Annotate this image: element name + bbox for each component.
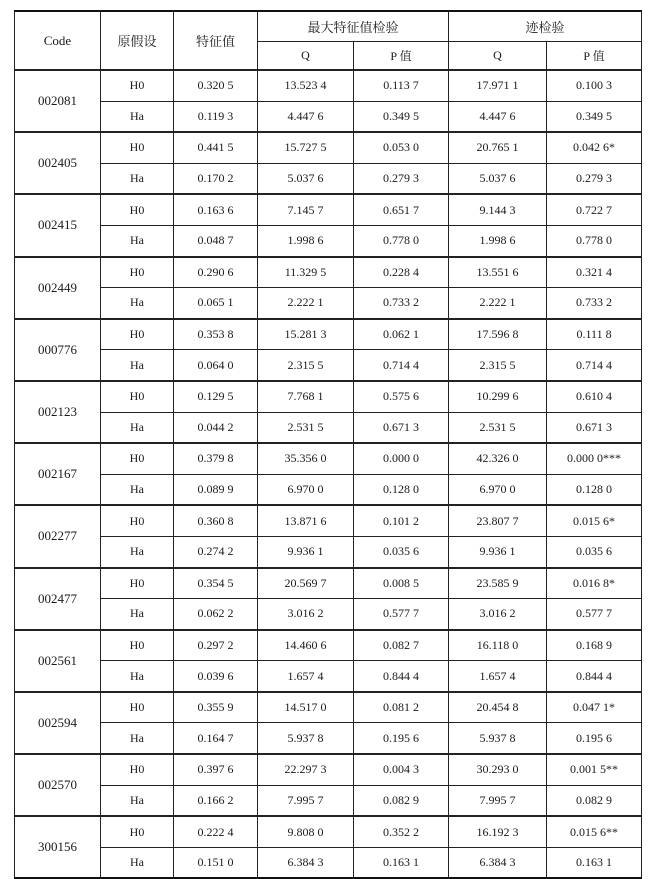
- trace-p-cell: 0.015 6*: [547, 505, 642, 536]
- trace-q-cell: 10.299 6: [449, 381, 547, 412]
- max-eigen-p-cell: 0.035 6: [354, 536, 449, 567]
- max-eigen-p-cell: 0.228 4: [354, 257, 449, 288]
- trace-p-cell: 0.168 9: [547, 630, 642, 661]
- trace-q-cell: 13.551 6: [449, 257, 547, 288]
- eigenvalue-cell: 0.119 3: [174, 101, 258, 132]
- max-eigen-q-cell: 14.460 6: [258, 630, 354, 661]
- max-eigen-q-cell: 13.871 6: [258, 505, 354, 536]
- table-row-h0: [15, 505, 642, 536]
- hypothesis-cell: H0: [101, 630, 174, 661]
- trace-p-cell: 0.722 7: [547, 194, 642, 225]
- max-eigen-q-cell: 7.768 1: [258, 381, 354, 412]
- table-row-ha: [15, 847, 642, 878]
- table-row-ha: [15, 288, 642, 319]
- header-hypothesis: 原假设: [101, 11, 174, 70]
- max-eigen-p-cell: 0.575 6: [354, 381, 449, 412]
- hypothesis-cell: H0: [101, 443, 174, 474]
- max-eigen-q-cell: 9.936 1: [258, 536, 354, 567]
- trace-q-cell: 17.596 8: [449, 319, 547, 350]
- max-eigen-q-cell: 2.531 5: [258, 412, 354, 443]
- hypothesis-cell: H0: [101, 505, 174, 536]
- table-row-h0: [15, 692, 642, 723]
- code-cell: 000776: [15, 319, 101, 381]
- eigenvalue-cell: 0.164 7: [174, 723, 258, 754]
- trace-q-cell: 5.037 6: [449, 163, 547, 194]
- max-eigen-p-cell: 0.651 7: [354, 194, 449, 225]
- max-eigen-p-cell: 0.004 3: [354, 754, 449, 785]
- code-cell: 002449: [15, 257, 101, 319]
- max-eigen-p-cell: 0.349 5: [354, 101, 449, 132]
- max-eigen-q-cell: 15.727 5: [258, 132, 354, 163]
- table-row-h0: [15, 630, 642, 661]
- hypothesis-cell: Ha: [101, 661, 174, 692]
- eigenvalue-cell: 0.290 6: [174, 257, 258, 288]
- table-row-ha: [15, 350, 642, 381]
- hypothesis-cell: H0: [101, 816, 174, 847]
- table-row-ha: [15, 723, 642, 754]
- code-cell: 002570: [15, 754, 101, 816]
- trace-q-cell: 30.293 0: [449, 754, 547, 785]
- eigenvalue-cell: 0.065 1: [174, 288, 258, 319]
- hypothesis-cell: Ha: [101, 723, 174, 754]
- table-body: [15, 70, 642, 878]
- max-eigen-q-cell: 13.523 4: [258, 70, 354, 101]
- eigenvalue-cell: 0.089 9: [174, 474, 258, 505]
- eigenvalue-cell: 0.163 6: [174, 194, 258, 225]
- trace-p-cell: 0.733 2: [547, 288, 642, 319]
- trace-p-cell: 0.610 4: [547, 381, 642, 412]
- header-trace-p: P 值: [547, 42, 642, 71]
- max-eigen-q-cell: 14.517 0: [258, 692, 354, 723]
- table-row-ha: [15, 599, 642, 630]
- eigenvalue-cell: 0.297 2: [174, 630, 258, 661]
- table-row-ha: [15, 101, 642, 132]
- trace-p-cell: 0.001 5**: [547, 754, 642, 785]
- table-row-h0: [15, 754, 642, 785]
- trace-p-cell: 0.015 6**: [547, 816, 642, 847]
- eigenvalue-cell: 0.379 8: [174, 443, 258, 474]
- trace-q-cell: 7.995 7: [449, 785, 547, 816]
- header-eigenvalue: 特征值: [174, 11, 258, 70]
- eigenvalue-cell: 0.355 9: [174, 692, 258, 723]
- trace-q-cell: 1.657 4: [449, 661, 547, 692]
- max-eigen-q-cell: 5.037 6: [258, 163, 354, 194]
- max-eigen-q-cell: 7.995 7: [258, 785, 354, 816]
- trace-p-cell: 0.042 6*: [547, 132, 642, 163]
- trace-p-cell: 0.195 6: [547, 723, 642, 754]
- header-max-q: Q: [258, 42, 354, 71]
- max-eigen-q-cell: 9.808 0: [258, 816, 354, 847]
- trace-q-cell: 1.998 6: [449, 225, 547, 256]
- table-row-h0: [15, 443, 642, 474]
- max-eigen-q-cell: 2.222 1: [258, 288, 354, 319]
- eigenvalue-cell: 0.320 5: [174, 70, 258, 101]
- trace-p-cell: 0.349 5: [547, 101, 642, 132]
- table-row-h0: [15, 194, 642, 225]
- trace-p-cell: 0.035 6: [547, 536, 642, 567]
- table-row-h0: [15, 568, 642, 599]
- trace-q-cell: 16.118 0: [449, 630, 547, 661]
- trace-p-cell: 0.016 8*: [547, 568, 642, 599]
- max-eigen-p-cell: 0.733 2: [354, 288, 449, 319]
- table-row-ha: [15, 536, 642, 567]
- trace-p-cell: 0.577 7: [547, 599, 642, 630]
- max-eigen-p-cell: 0.000 0: [354, 443, 449, 474]
- trace-q-cell: 5.937 8: [449, 723, 547, 754]
- table-row-ha: [15, 163, 642, 194]
- max-eigen-p-cell: 0.577 7: [354, 599, 449, 630]
- code-cell: 002123: [15, 381, 101, 443]
- trace-q-cell: 16.192 3: [449, 816, 547, 847]
- eigenvalue-cell: 0.397 6: [174, 754, 258, 785]
- table-row-ha: [15, 785, 642, 816]
- max-eigen-p-cell: 0.778 0: [354, 225, 449, 256]
- trace-q-cell: 6.384 3: [449, 847, 547, 878]
- max-eigen-q-cell: 20.569 7: [258, 568, 354, 599]
- trace-p-cell: 0.844 4: [547, 661, 642, 692]
- max-eigen-p-cell: 0.844 4: [354, 661, 449, 692]
- max-eigen-q-cell: 6.970 0: [258, 474, 354, 505]
- eigenvalue-cell: 0.360 8: [174, 505, 258, 536]
- header-max-eigenvalue-test: 最大特征值检验: [258, 11, 449, 42]
- table-row-h0: [15, 70, 642, 101]
- max-eigen-q-cell: 4.447 6: [258, 101, 354, 132]
- trace-q-cell: 17.971 1: [449, 70, 547, 101]
- header-max-p: P 值: [354, 42, 449, 71]
- trace-p-cell: 0.279 3: [547, 163, 642, 194]
- hypothesis-cell: H0: [101, 70, 174, 101]
- hypothesis-cell: Ha: [101, 288, 174, 319]
- max-eigen-p-cell: 0.082 7: [354, 630, 449, 661]
- code-cell: 002415: [15, 194, 101, 256]
- trace-q-cell: 2.315 5: [449, 350, 547, 381]
- max-eigen-p-cell: 0.113 7: [354, 70, 449, 101]
- max-eigen-q-cell: 15.281 3: [258, 319, 354, 350]
- hypothesis-cell: Ha: [101, 536, 174, 567]
- table-row-ha: [15, 474, 642, 505]
- trace-q-cell: 23.807 7: [449, 505, 547, 536]
- code-cell: 002477: [15, 568, 101, 630]
- trace-p-cell: 0.671 3: [547, 412, 642, 443]
- header-trace-q: Q: [449, 42, 547, 71]
- trace-q-cell: 23.585 9: [449, 568, 547, 599]
- max-eigen-q-cell: 35.356 0: [258, 443, 354, 474]
- max-eigen-q-cell: 1.657 4: [258, 661, 354, 692]
- hypothesis-cell: Ha: [101, 847, 174, 878]
- trace-p-cell: 0.000 0***: [547, 443, 642, 474]
- eigenvalue-cell: 0.062 2: [174, 599, 258, 630]
- max-eigen-p-cell: 0.101 2: [354, 505, 449, 536]
- table-row-h0: [15, 816, 642, 847]
- trace-q-cell: 4.447 6: [449, 101, 547, 132]
- max-eigen-p-cell: 0.082 9: [354, 785, 449, 816]
- code-cell: 002167: [15, 443, 101, 505]
- max-eigen-p-cell: 0.081 2: [354, 692, 449, 723]
- trace-p-cell: 0.082 9: [547, 785, 642, 816]
- max-eigen-p-cell: 0.008 5: [354, 568, 449, 599]
- max-eigen-q-cell: 5.937 8: [258, 723, 354, 754]
- max-eigen-q-cell: 6.384 3: [258, 847, 354, 878]
- table-row-ha: [15, 661, 642, 692]
- max-eigen-p-cell: 0.053 0: [354, 132, 449, 163]
- trace-p-cell: 0.047 1*: [547, 692, 642, 723]
- trace-q-cell: 20.454 8: [449, 692, 547, 723]
- hypothesis-cell: Ha: [101, 163, 174, 194]
- code-cell: 002561: [15, 630, 101, 692]
- trace-q-cell: 42.326 0: [449, 443, 547, 474]
- cointegration-table-container: [14, 10, 641, 879]
- eigenvalue-cell: 0.274 2: [174, 536, 258, 567]
- max-eigen-p-cell: 0.062 1: [354, 319, 449, 350]
- cointegration-test-table: [14, 10, 642, 879]
- trace-p-cell: 0.128 0: [547, 474, 642, 505]
- hypothesis-cell: Ha: [101, 599, 174, 630]
- table-row-h0: [15, 319, 642, 350]
- eigenvalue-cell: 0.222 4: [174, 816, 258, 847]
- eigenvalue-cell: 0.170 2: [174, 163, 258, 194]
- eigenvalue-cell: 0.354 5: [174, 568, 258, 599]
- max-eigen-q-cell: 11.329 5: [258, 257, 354, 288]
- table-row-h0: [15, 257, 642, 288]
- trace-p-cell: 0.778 0: [547, 225, 642, 256]
- table-row-h0: [15, 381, 642, 412]
- hypothesis-cell: H0: [101, 132, 174, 163]
- max-eigen-p-cell: 0.671 3: [354, 412, 449, 443]
- eigenvalue-cell: 0.129 5: [174, 381, 258, 412]
- hypothesis-cell: H0: [101, 257, 174, 288]
- header-trace-test: 迹检验: [449, 11, 642, 42]
- hypothesis-cell: H0: [101, 692, 174, 723]
- max-eigen-p-cell: 0.279 3: [354, 163, 449, 194]
- trace-p-cell: 0.321 4: [547, 257, 642, 288]
- trace-q-cell: 20.765 1: [449, 132, 547, 163]
- hypothesis-cell: Ha: [101, 101, 174, 132]
- trace-q-cell: 2.531 5: [449, 412, 547, 443]
- table-row-ha: [15, 225, 642, 256]
- max-eigen-q-cell: 2.315 5: [258, 350, 354, 381]
- max-eigen-p-cell: 0.163 1: [354, 847, 449, 878]
- trace-q-cell: 6.970 0: [449, 474, 547, 505]
- code-cell: 002405: [15, 132, 101, 194]
- trace-p-cell: 0.111 8: [547, 319, 642, 350]
- trace-p-cell: 0.163 1: [547, 847, 642, 878]
- eigenvalue-cell: 0.039 6: [174, 661, 258, 692]
- header-code: Code: [15, 11, 101, 70]
- trace-p-cell: 0.100 3: [547, 70, 642, 101]
- trace-q-cell: 9.936 1: [449, 536, 547, 567]
- max-eigen-q-cell: 3.016 2: [258, 599, 354, 630]
- max-eigen-p-cell: 0.128 0: [354, 474, 449, 505]
- table-header: [15, 11, 642, 70]
- hypothesis-cell: Ha: [101, 225, 174, 256]
- max-eigen-q-cell: 7.145 7: [258, 194, 354, 225]
- hypothesis-cell: Ha: [101, 412, 174, 443]
- table-row-ha: [15, 412, 642, 443]
- hypothesis-cell: Ha: [101, 785, 174, 816]
- eigenvalue-cell: 0.441 5: [174, 132, 258, 163]
- max-eigen-q-cell: 22.297 3: [258, 754, 354, 785]
- code-cell: 002594: [15, 692, 101, 754]
- eigenvalue-cell: 0.353 8: [174, 319, 258, 350]
- hypothesis-cell: H0: [101, 194, 174, 225]
- eigenvalue-cell: 0.044 2: [174, 412, 258, 443]
- eigenvalue-cell: 0.151 0: [174, 847, 258, 878]
- hypothesis-cell: H0: [101, 754, 174, 785]
- hypothesis-cell: H0: [101, 319, 174, 350]
- trace-q-cell: 9.144 3: [449, 194, 547, 225]
- trace-q-cell: 2.222 1: [449, 288, 547, 319]
- code-cell: 002277: [15, 505, 101, 567]
- max-eigen-p-cell: 0.352 2: [354, 816, 449, 847]
- eigenvalue-cell: 0.048 7: [174, 225, 258, 256]
- hypothesis-cell: Ha: [101, 350, 174, 381]
- table-row-h0: [15, 132, 642, 163]
- hypothesis-cell: H0: [101, 568, 174, 599]
- max-eigen-p-cell: 0.714 4: [354, 350, 449, 381]
- eigenvalue-cell: 0.064 0: [174, 350, 258, 381]
- max-eigen-q-cell: 1.998 6: [258, 225, 354, 256]
- hypothesis-cell: Ha: [101, 474, 174, 505]
- max-eigen-p-cell: 0.195 6: [354, 723, 449, 754]
- trace-p-cell: 0.714 4: [547, 350, 642, 381]
- hypothesis-cell: H0: [101, 381, 174, 412]
- code-cell: 002081: [15, 70, 101, 132]
- code-cell: 300156: [15, 816, 101, 878]
- trace-q-cell: 3.016 2: [449, 599, 547, 630]
- eigenvalue-cell: 0.166 2: [174, 785, 258, 816]
